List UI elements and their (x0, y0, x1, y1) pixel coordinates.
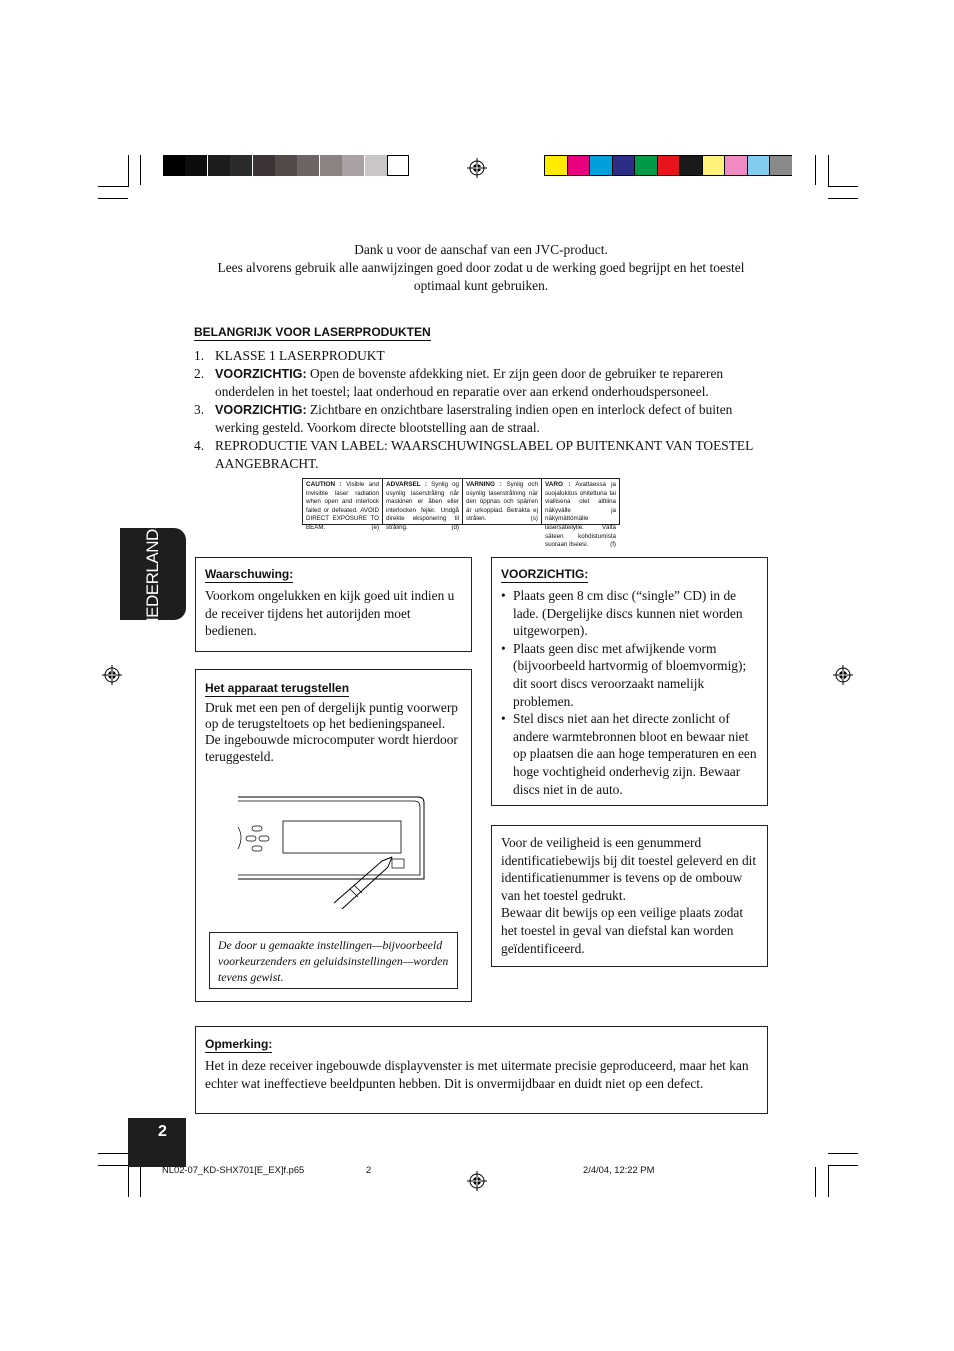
gray-swatch (365, 155, 387, 176)
language-side-tab (120, 518, 186, 630)
warning-text: Voorkom ongelukken en kijk goed uit indien u de receiver tijdens het autorijden moet bedienen. (205, 588, 455, 639)
caution-item: • Plaats geen disc met afwijkende vorm (bijvoorbeeld hartvormig of bloemvormig); dit soort discs veroorzaakt namelijk problemen. (501, 640, 747, 709)
laser-heading: BELANGRIJK VOOR LASERPRODUKTEN (194, 325, 431, 339)
laser-item: 4. REPRODUCTIE VAN LABEL: WAARSCHUWINGSLABEL OP BUITENKANT VAN TOESTEL AANGEBRACHT. (194, 437, 753, 471)
reset-box (195, 669, 472, 1002)
registration-mark-icon (467, 158, 487, 178)
color-swatch (702, 155, 725, 176)
color-swatch (544, 155, 567, 176)
caution-item: • Plaats geen 8 cm disc (“single” CD) in de lade. (Dergelijke discs kunnen niet worden uitgeworpen). (501, 588, 743, 639)
color-swatch (679, 155, 702, 176)
color-swatch (589, 155, 612, 176)
footer-date: 2/4/04, 12:22 PM (583, 1164, 655, 1175)
gray-swatch (297, 155, 319, 176)
caution-list (501, 587, 758, 798)
page-number: 2 (158, 1123, 167, 1140)
label-cell-english: CAUTION : Visible and invisible laser radiation when open and interlock failed or defeated. AVOID DIRECT EXPOSURE TO BEAM. (e) (303, 479, 383, 524)
intro (190, 241, 772, 295)
color-swatch (567, 155, 590, 176)
laser-section (194, 323, 772, 472)
footer-file: NL02-07_KD-SHX701[E_EX]f.p65 (162, 1164, 305, 1175)
gray-swatch (275, 155, 297, 176)
color-swatch (634, 155, 657, 176)
color-swatch (769, 155, 792, 176)
caution-box (491, 557, 768, 806)
label-cell-swedish: VARNING : Synlig och osynlig laserstrålning när den öppnas och spärren är urkopplad. Betrakta ej strålen. (s) (463, 479, 542, 524)
label-cell-finnish: VARO : Avattaessa ja suojalukitus ohitettuna tai viallisena olet alttiina näkyvälle ja näkymättömälle lasersäteilylle. Vältä säteen kohdistumista suoraan itseesi. (f) (545, 481, 616, 549)
gray-swatch (253, 155, 275, 176)
security-text-1: Voor de veiligheid is een genummerd identificatiebewijs bij dit toestel geleverd en dit identificatienummer is tevens op de ombouw van het toestel gedrukt. (501, 835, 757, 903)
security-text-2: Bewaar dit bewijs op een veilige plaats zodat het toestel in geval van diefstal kan worden geïdentificeerd. (501, 905, 744, 956)
warning-box (195, 557, 472, 652)
intro-line-1: Dank u voor de aanschaf van een JVC-product. (354, 242, 608, 257)
warning-title: Waarschuwing: (205, 567, 294, 581)
intro-line-3: optimaal kunt gebruiken. (413, 278, 549, 293)
label-cell-danish: ADVARSEL : Synlig og usynlig laserstråling når maskinen er åben eller interlocken fejler. Undgå direkte eksponering til stråling. (d) (383, 479, 463, 524)
reset-text-1: Druk met een pen of dergelijk puntig voorwerp op de terugsteltoets op het bedieningspaneel. (205, 700, 458, 732)
laser-list (194, 347, 772, 472)
note-box (195, 1026, 768, 1114)
caution-item: • Stel discs niet aan het directe zonlicht of andere warmtebronnen bloot en bewaar niet op plaatsen die aan hoge temperaturen en een hoge vochtigheid onderhevig zijn. Bewaar discs niet in de auto. (501, 711, 757, 797)
laser-item: 3. VOORZICHTIG: Zichtbare en onzichtbare laserstraling indien open en interlock defect of buiten werking gesteld. Voorkom directe blootstelling aan de straal. (194, 401, 733, 436)
security-box (491, 825, 768, 967)
reset-text-2: De ingebouwde microcomputer wordt hierdoor teruggesteld. (205, 732, 458, 764)
registration-mark-icon (102, 665, 122, 685)
receiver-reset-illustration (232, 791, 432, 911)
gray-swatch (230, 155, 252, 176)
language-label: NEDERLANDS (143, 518, 162, 630)
gray-swatch (208, 155, 230, 176)
page-number-tab (128, 1118, 186, 1167)
color-swatch (747, 155, 770, 176)
note-text: Het in deze receiver ingebouwde displayvenster is met uitermate precisie geproduceerd, maar het kan echter wat ineffectieve beeldpunten hebben. Dit is onvermijdbaar en duidt niet op een defect. (205, 1058, 749, 1091)
intro-line-2: Lees alvorens gebruik alle aanwijzingen goed door zodat u de werking goed begrijpt en het toestel (217, 260, 745, 275)
note-title: Opmerking: (205, 1037, 273, 1051)
gray-swatch (387, 155, 409, 176)
gray-swatch (163, 155, 185, 176)
gray-swatch (185, 155, 207, 176)
color-swatch (657, 155, 680, 176)
registration-mark-icon (467, 1171, 487, 1191)
gray-swatch (320, 155, 342, 176)
registration-mark-icon (833, 665, 853, 685)
laser-warning-label (302, 478, 620, 549)
laser-item: 1. KLASSE 1 LASERPRODUKT (194, 348, 385, 363)
footer-page: 2 (366, 1164, 372, 1175)
reset-note (209, 932, 458, 989)
color-swatch (612, 155, 635, 176)
reset-note-text: De door u gemaakte instellingen—bijvoorbeeld voorkeurzenders en geluidsinstellingen—worden tevens gewist. (218, 938, 449, 984)
color-swatch (724, 155, 747, 176)
laser-item: 2. VOORZICHTIG: Open de bovenste afdekking niet. Er zijn geen door de gebruiker te repareren onderdelen in het toestel; laat onderhoud en reparatie over aan erkend onderhoudspersoneel. (194, 365, 724, 400)
caution-title: VOORZICHTIG: (501, 567, 589, 581)
reset-title: Het apparaat terugstellen (205, 681, 350, 695)
gray-swatch (342, 155, 364, 176)
